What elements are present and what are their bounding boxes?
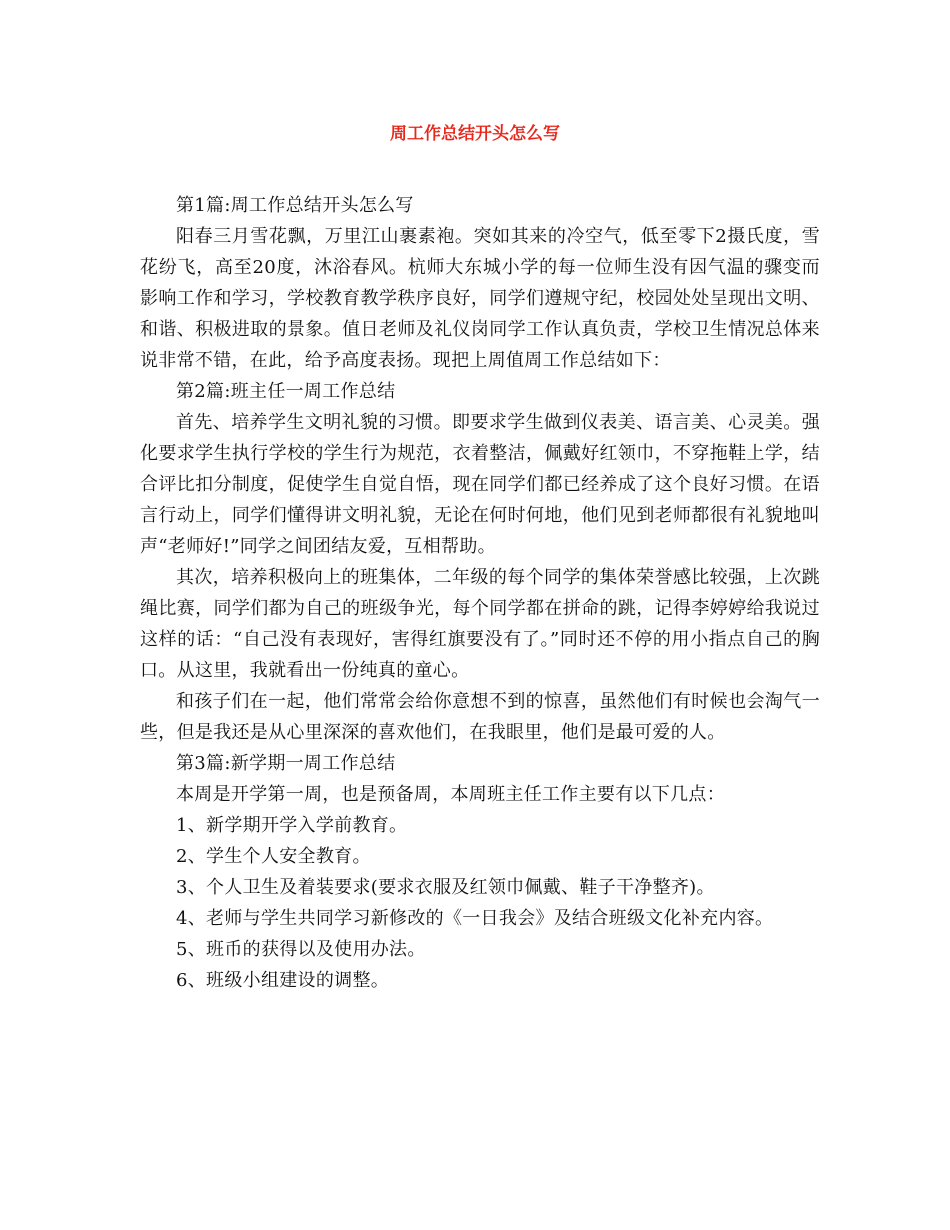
paragraph: 本周是开学第一周，也是预备周，本周班主任工作主要有以下几点： <box>176 784 725 805</box>
section-heading-3: 第3篇:新学期一周工作总结 <box>176 753 396 774</box>
list-item: 5、班币的获得以及使用办法。 <box>176 939 426 960</box>
paragraph: 首先、培养学生文明礼貌的习惯。即要求学生做到仪表美、语言美、心灵美。强化要求学生执行学校的学生行为规范，衣着整洁，佩戴好红领巾，不穿拖鞋上学，结合评比扣分制度，促使学生自觉自悟，现在同学们都已经养成了这个良好习惯。在语言行动上，同学们懂得讲文明礼貌，无论在何时何地，他们见到老师都很有礼貌地叫声“老师好!”同学之间团结友爱，互相帮助。 <box>140 412 820 557</box>
section-heading-1: 第1篇:周工作总结开头怎么写 <box>176 195 414 216</box>
list-item: 6、班级小组建设的调整。 <box>176 970 390 991</box>
paragraph: 和孩子们在一起，他们常常会给你意想不到的惊喜，虽然他们有时候也会淘气一些，但是我还是从心里深深的喜欢他们，在我眼里，他们是最可爱的人。 <box>140 691 820 743</box>
list-item: 3、个人卫生及着装要求(要求衣服及红领巾佩戴、鞋子干净整齐)。 <box>176 877 715 898</box>
section-heading-2: 第2篇:班主任一周工作总结 <box>176 381 396 402</box>
document-title: 周工作总结开头怎么写 <box>390 124 560 144</box>
list-item: 4、老师与学生共同学习新修改的《一日我会》及结合班级文化补充内容。 <box>176 908 774 929</box>
paragraph: 其次，培养积极向上的班集体，二年级的每个同学的集体荣誉感比较强，上次跳绳比赛，同学们都为自己的班级争光，每个同学都在拼命的跳，记得李婷婷给我说过这样的话：“自己没有表现好，害得红旗要没有了。”同时还不停的用小指点自己的胸口。从这里，我就看出一份纯真的童心。 <box>140 567 820 681</box>
list-item: 1、新学期开学入学前教育。 <box>176 815 408 836</box>
paragraph: 阳春三月雪花飘，万里江山裹素袍。突如其来的冷空气，低至零下2摄氏度，雪花纷飞，高至20度，沐浴春风。杭师大东城小学的每一位师生没有因气温的骤变而影响工作和学习，学校教育教学秩序良好，同学们遵规守纪，校园处处呈现出文明、和谐、积极进取的景象。值日老师及礼仪岗同学工作认真负责，学校卫生情况总体来说非常不错，在此，给予高度表扬。现把上周值周工作总结如下： <box>140 226 820 371</box>
document-body <box>140 190 820 996</box>
list-item: 2、学生个人安全教育。 <box>176 846 371 867</box>
